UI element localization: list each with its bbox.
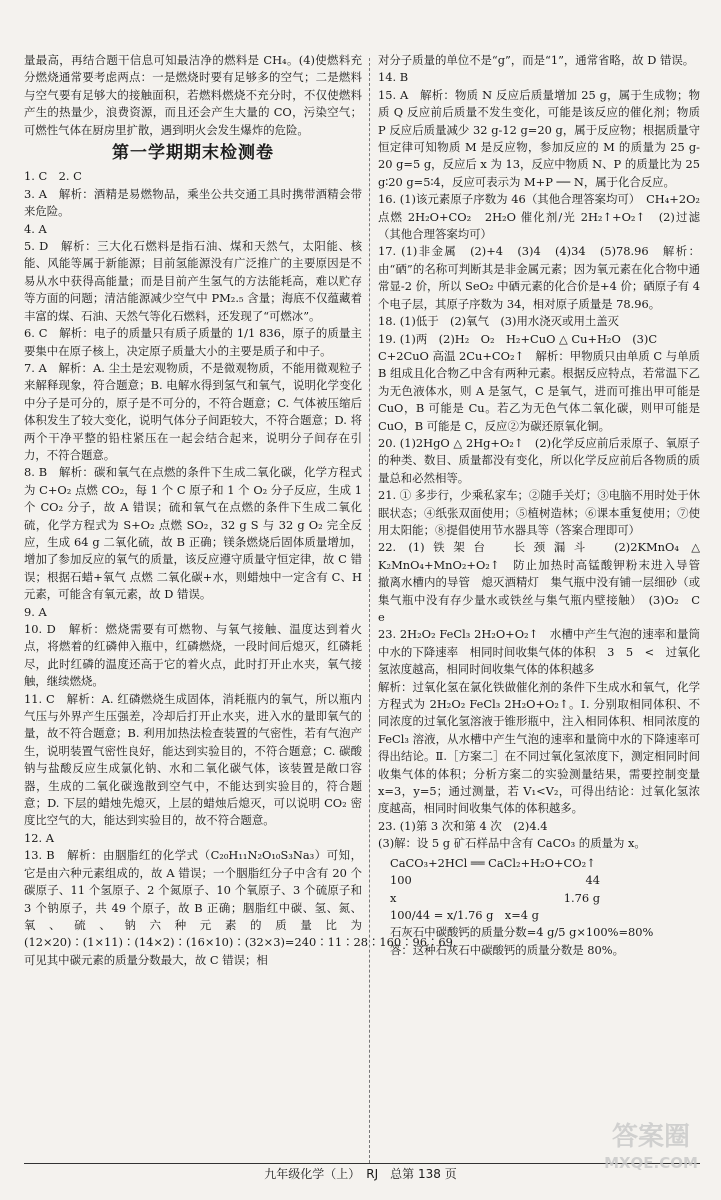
calc-fraction: 石灰石中碳酸钙的质量分数=4 g/5 g×100%=80% — [390, 925, 654, 940]
intro-paragraph: 量最高，再结合题干信息可知最洁净的燃料是 CH₄。(4)使燃料充分燃烧通常要考虑两点：一是燃烧时要有足够多的空气；二是燃料与空气要有足够大的接触面积，若燃料燃烧不充分时，不仅使燃料产生的热量少，浪费资源，而且还会产生大量的 CO，污染空气；可燃性气体在厨房里扩散，遇到明火会发生爆炸的危险。 — [24, 53, 362, 137]
answer-item: 21. ① 多步行，少乘私家车；②随手关灯；③电脑不用时处于休眠状态；④纸张双面使用；⑤植树造林；⑥课本重复使用；⑦使用太阳能；⑧提倡使用节水器具等（答案合理即可） — [378, 488, 700, 537]
calculation-block — [390, 855, 700, 959]
answer-item: 4. A — [24, 221, 47, 236]
calc-ratio: 100/44 = x/1.76 g x=4 g — [390, 907, 539, 922]
answer-item: 16. (1)该元素原子序数为 46（其他合理答案均可） CH₄+2O₂ 点燃 2H₂O+CO₂ 2H₂O 催化剂/光 2H₂↑+O₂↑ (2)过滤（其他合理答案均可） — [378, 192, 700, 242]
watermark-main: 答案圈 — [611, 1122, 690, 1152]
answer-item: 20. (1)2HgO △ 2Hg+O₂↑ (2)化学反应前后汞原子、氧原子的种类、数目、质量都没有变化，所以化学反应前后各物质的质量总和必然相等。 — [378, 435, 700, 485]
calc-answer: 答：这种石灰石中碳酸钙的质量分数是 80%。 — [390, 942, 624, 957]
answer-item: 13. B 解析：由胭脂红的化学式（C₂₀H₁₁N₂O₁₀S₃Na₃）可知，它是由六种元素组成的，故 A 错误；一个胭脂红分子中含有 20 个碳原子、11 个氢原子、2 个氮原子、10 个氧原子、3 个硫原子和 3 个钠原子，共 49 个原子，故 B 正确；胭脂红中碳、氢、氮、氧、硫、钠六种元素的质量比为 (12×20)∶(1×11)∶(14×2)∶(16×10)∶(32×3)=240∶11∶28∶160∶96∶69，可见其中碳元素的质量分数最大，故 C 错误；相 — [24, 848, 465, 967]
calc-value: x — [390, 890, 397, 905]
calc-row — [390, 872, 600, 889]
answer-item: 7. A 解析：A. 尘土是宏观物质，不是微观物质，不能用微观粒子来解释现象，符合题意；B. 电解水得到氢气和氧气，说明化学变化中分子是可分的，原子是不可分的，不符合题意；C. 气体被压缩后体积发生了较大变化，说明气体分子间距较大，不符合题意；D. 将两个干净平整的铅柱紧压在一起会结合起来，说明分子间存在引力，不符合题意。 — [24, 360, 362, 462]
calc-value: 44 — [585, 873, 600, 888]
answer-item: 14. B — [378, 70, 409, 85]
answer-item: 1. C 2. C — [24, 169, 82, 184]
answer-item: 19. (1)两 (2)H₂ O₂ H₂+CuO △ Cu+H₂O (3)C — [378, 331, 658, 346]
watermark-logo — [596, 1120, 706, 1190]
section-title: 第一学期期末检测卷 — [112, 143, 274, 164]
answer-item: 6. C 解析：电子的质量只有质子质量的 1/1 836，原子的质量主要集中在原子核上，决定原子质量大小的主要是质子和中子。 — [24, 326, 362, 358]
answer-item: 22. (1)铁架台 长颈漏斗 (2)2KMnO₄ △ K₂MnO₄+MnO₂+O₂↑ 防止加热时高锰酸钾粉末进入导管 撤离水槽内的导管 熄灭酒精灯 集气瓶中没有铺一层细砂（或集气瓶中没有存少量水或铁丝与集气瓶内壁接触） (3)O₂ C e — [378, 540, 712, 624]
answer-item: 18. (1)低于 (2)氧气 (3)用水浇灭或用土盖灭 — [378, 314, 620, 329]
answer-item: 3. A 解析：酒精是易燃物品，乘坐公共交通工具时携带酒精会带来危险。 — [24, 186, 362, 219]
answer-item: 11. C 解析：A. 红磷燃烧生成固体，消耗瓶内的氧气，所以瓶内气压与外界产生压强差，冷却后打开止水夹，进入水的量即氧气的量，故不符合题意；B. 利用加热法检查装置的气密性，若有气泡产生，说明装置气密性良好，能达到实验目的，不符合题意；C. 碳酸钠与盐酸反应生成氯化钠、水和二氧化碳气体，该装置是敞口容器，生成的二氧化碳逸散到空气中，不能达到实验目的，符合题意；D. 下层的蜡烛先熄灭，上层的蜡烛后熄灭，可以说明 CO₂ 密度比空气的大，能达到实验目的，故不符合题意。 — [24, 691, 362, 828]
answer-item: 10. D 解析：燃烧需要有可燃物、与氧气接触、温度达到着火点，将燃着的红磷伸入瓶中，红磷燃烧，一段时间后熄灭，红磷耗尽，此时红磷的温度还高于它的着火点，此时打开止水夹，氧气接触，继续燃烧。 — [24, 622, 362, 689]
answer-item: 9. A — [24, 604, 47, 619]
answer-item: 23. (1)第 3 次和第 4 次 (2)4.4 — [378, 818, 548, 833]
calc-row — [390, 890, 600, 907]
calc-value: 100 — [390, 873, 412, 888]
watermark-sub: MXQE.COM — [604, 1154, 698, 1172]
answer-item: 对分子质量的单位不是“g”，而是“1”，通常省略，故 D 错误。 — [378, 53, 695, 67]
answer-item: 23. 2H₂O₂ FeCl₃ 2H₂O+O₂↑ 水槽中产生气泡的速率和量筒中水的下降速率 相同时间收集气体的体积 3 5 < 过氧化氢浓度越高，相同时间收集气体的体积越多 — [378, 627, 700, 677]
answer-item: 15. A 解析：物质 N 反应后质量增加 25 g，属于生成物；物质 Q 反应前后质量不发生变化，可能是该反应的催化剂；物质 P 反应后质量减少 32 g-12 g=20 g，属于反应物；根据质量守恒定律可知物质 M 是反应物，参加反应的 M 的质量为 25 g-20 g=5 g，反应后 x 为 13，反应中物质 N、P 的质量比为 25 g∶20 g=5∶4，反应可表示为 M+P ── N，属于化合反应。 — [378, 87, 700, 189]
answer-item: (3)解：设 5 g 矿石样品中含有 CaCO₃ 的质量为 x。 — [378, 836, 646, 851]
calc-value: 1.76 g — [563, 890, 600, 905]
answer-item: 17. (1)非金属 (2)+4 (3)4 (4)34 (5)78.96 解析：由“硒”的名称可判断其是非金属元素；因为氧元素在化合物中通常显-2 价，所以 SeO₂ 中硒元素的化合价是+4 价；硒原子有 4 个电子层，其原子序数为 34，相对原子质量是 78.96。 — [378, 244, 700, 311]
answer-item: C+2CuO 高温 2Cu+CO₂↑ 解析：甲物质只由单质 C 与单质 B 组成且化合物乙中含有两种元素。根据反应特点，若常温下乙为无色液体水，则 A 是氢气，C 是氧气，进而可推出甲可能是 CuO，B 可能是 Cu。若乙为无色气体二氧化碳，则甲可能是 CuO，B 可能是 C，反应②为碳还原氧化铜。 — [378, 348, 700, 433]
column-divider — [369, 58, 370, 1163]
answer-item: 12. A — [24, 830, 54, 845]
answer-item: 8. B 解析：碳和氧气在点燃的条件下生成二氧化碳，化学方程式为 C+O₂ 点燃 CO₂，每 1 个 C 原子和 1 个 O₂ 分子反应，生成 1 个 CO₂ 分子，故 A 错误；硫和氧气在点燃的条件下生成二氧化硫，化学方程式为 S+O₂ 点燃 SO₂，32 g S 与 32 g O₂ 完全反应，生成 64 g 二氧化硫，故 B 正确；镁条燃烧后固体质量增加，增加了参加反应的氧气的质量，该反应遵守质量守恒定律，故 C 错误；根据石蜡+氧气 点燃 二氧化碳+水，则蜡烛中一定含有 C、H 元素，可能含有氧元素，故 D 错误。 — [24, 465, 362, 602]
calc-equation: CaCO₃+2HCl ══ CaCl₂+H₂O+CO₂↑ — [390, 855, 596, 870]
page-footer: 九年级化学（上） RJ 总第 138 页 — [264, 1167, 457, 1181]
right-column — [378, 52, 712, 959]
answer-item: 5. D 解析：三大化石燃料是指石油、煤和天然气，太阳能、核能、风能等属于新能源；目前氢能源没有广泛推广的主要原因是不易从水中获得高能量；而是目前产生氢气的方法能耗高，难以贮存等方面的问题；清洁能源减少空气中 PM₂.₅ 含量；海底不仅蕴藏着丰富的煤、石油、天然气等化石燃料，还发现了“可燃冰”。 — [24, 239, 362, 323]
answer-item: 解析：过氧化氢在氯化铁做催化剂的条件下生成水和氧气，化学方程式为 2H₂O₂ FeCl₃ 2H₂O+O₂↑。Ⅰ. 分别取相同体积、不同浓度的过氧化氢溶液于锥形瓶中，注入相同体积、相同浓度的 FeCl₃ 溶液，从水槽中产生气泡的速率和量筒中水的下降速率可得出结论。Ⅱ.［方案二］在不同过氧化氢浓度下，测定相同时间收集气体的体积；分析方案二的实验测量结果，需要控制变量 x=3，y=5；通过测量，若 V₁<V₂，可得出结论：过氧化氢浓度越高，相同时间收集气体的体积越多。 — [378, 679, 700, 816]
